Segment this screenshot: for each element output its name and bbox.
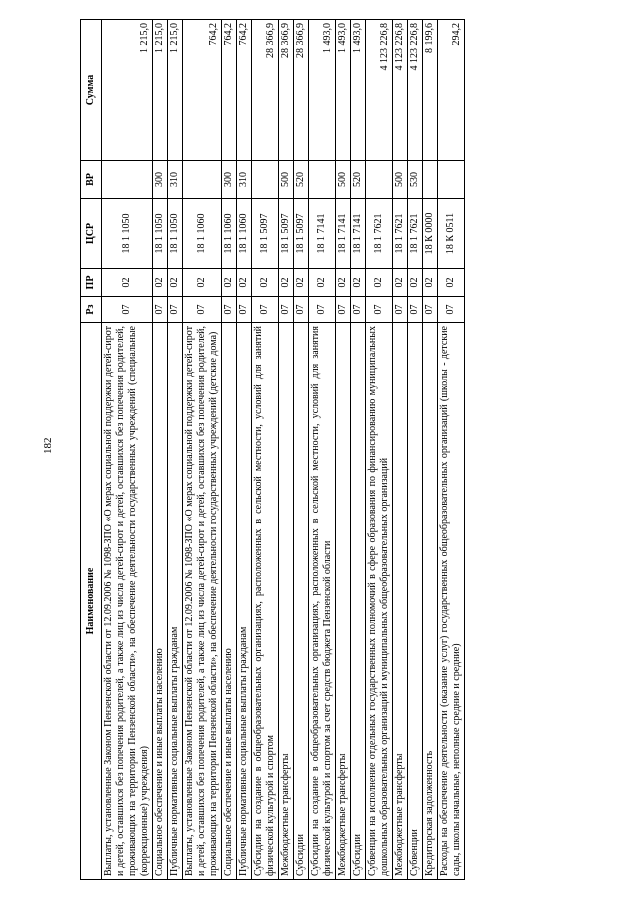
row-pr: 02	[153, 269, 168, 297]
row-csr: 18 1 1050	[168, 199, 183, 269]
row-vr: 500	[393, 161, 408, 199]
row-sum: 4 123 226,8	[408, 20, 423, 161]
row-sum: 1 215,0	[153, 20, 168, 161]
row-vr	[366, 161, 393, 199]
row-sum: 764,2	[237, 20, 252, 161]
row-sum: 1 215,0	[168, 20, 183, 161]
row-sum: 1 493,0	[351, 20, 366, 161]
row-name: Социальное обеспечение и иные выплаты населению	[153, 323, 168, 880]
row-csr: 18 1 7141	[336, 199, 351, 269]
row-sum: 764,2	[183, 20, 222, 161]
table-row	[279, 20, 294, 880]
row-csr: 18 1 7621	[366, 199, 393, 269]
row-rz: 07	[393, 297, 408, 323]
row-rz: 07	[336, 297, 351, 323]
row-csr: 18 К 0511	[438, 199, 465, 269]
row-pr: 02	[102, 269, 153, 297]
row-rz: 07	[351, 297, 366, 323]
row-rz: 07	[183, 297, 222, 323]
row-rz: 07	[279, 297, 294, 323]
row-name: Субвенции	[408, 323, 423, 880]
table-row	[438, 20, 465, 880]
table-row	[183, 20, 222, 880]
table-row	[393, 20, 408, 880]
row-rz: 07	[102, 297, 153, 323]
row-vr: 520	[294, 161, 309, 199]
row-sum: 1 493,0	[336, 20, 351, 161]
row-name: Кредиторская задолженность	[423, 323, 438, 880]
row-pr: 02	[279, 269, 294, 297]
table-row	[153, 20, 168, 880]
row-name: Межбюджетные трансферты	[279, 323, 294, 880]
row-vr	[309, 161, 336, 199]
row-csr: 18 1 5097	[279, 199, 294, 269]
row-csr: 18 1 7621	[393, 199, 408, 269]
row-rz: 07	[222, 297, 237, 323]
row-vr: 300	[153, 161, 168, 199]
header-pr: ПР	[81, 269, 102, 297]
row-vr: 500	[336, 161, 351, 199]
row-rz: 07	[168, 297, 183, 323]
row-csr: 18 1 7141	[351, 199, 366, 269]
row-csr: 18 1 1060	[222, 199, 237, 269]
table-row	[222, 20, 237, 880]
table-row	[336, 20, 351, 880]
header-csr: ЦСР	[81, 199, 102, 269]
table-row	[237, 20, 252, 880]
row-csr: 18 К 0000	[423, 199, 438, 269]
row-vr: 520	[351, 161, 366, 199]
rotated-page	[80, 20, 620, 880]
table-row	[351, 20, 366, 880]
row-rz: 07	[237, 297, 252, 323]
row-rz: 07	[438, 297, 465, 323]
row-vr: 530	[408, 161, 423, 199]
row-pr: 02	[366, 269, 393, 297]
header-vr: ВР	[81, 161, 102, 199]
row-sum: 8 199,6	[423, 20, 438, 161]
row-vr	[102, 161, 153, 199]
table-row	[168, 20, 183, 880]
row-pr: 02	[408, 269, 423, 297]
row-name: Субсидии на создание в общеобразовательных организациях, расположенных в сельской местности, условий для занятий физической культурой и спортом	[252, 323, 279, 880]
row-pr: 02	[423, 269, 438, 297]
row-vr: 310	[237, 161, 252, 199]
row-vr: 310	[168, 161, 183, 199]
row-sum: 764,2	[222, 20, 237, 161]
row-pr: 02	[183, 269, 222, 297]
row-csr: 18 1 1050	[102, 199, 153, 269]
row-pr: 02	[294, 269, 309, 297]
table-row	[309, 20, 336, 880]
row-name: Выплаты, установленные Законом Пензенской области от 12.09.2006 № 1098-ЗПО «О мерах социальной поддержки детей-сирот и детей, оставшихся без попечения родителей, а также лиц из числа детей-сирот и детей, оставшихся без попечения родителей, проживающих на территории Пензенской области», на обеспечение деятельности государственных учреждений (детские дома)	[183, 323, 222, 880]
row-sum: 28 366,9	[294, 20, 309, 161]
row-sum: 1 493,0	[309, 20, 336, 161]
row-sum: 4 123 226,8	[366, 20, 393, 161]
row-pr: 02	[351, 269, 366, 297]
row-pr: 02	[222, 269, 237, 297]
budget-table	[80, 19, 465, 880]
row-sum: 28 366,9	[279, 20, 294, 161]
row-pr: 02	[309, 269, 336, 297]
row-csr: 18 1 5097	[294, 199, 309, 269]
row-sum: 4 123 226,8	[393, 20, 408, 161]
row-rz: 07	[153, 297, 168, 323]
row-pr: 02	[252, 269, 279, 297]
row-name: Субсидии	[294, 323, 309, 880]
row-name: Выплаты, установленные Законом Пензенской области от 12.09.2006 № 1098-ЗПО «О мерах социальной поддержки детей-сирот и детей, оставшихся без попечения родителей, а также лиц из числа детей-сирот и детей, оставшихся без попечения родителей, проживающих на территории Пензенской области», на обеспечение деятельности государственных учреждений (специальные (коррекционные) учреждения)	[102, 323, 153, 880]
row-name: Социальное обеспечение и иные выплаты населению	[222, 323, 237, 880]
row-csr: 18 1 7621	[408, 199, 423, 269]
row-vr	[252, 161, 279, 199]
row-sum: 28 366,9	[252, 20, 279, 161]
row-vr: 300	[222, 161, 237, 199]
row-vr	[183, 161, 222, 199]
header-name: Наименование	[81, 323, 102, 880]
row-name: Публичные нормативные социальные выплаты гражданам	[168, 323, 183, 880]
row-rz: 07	[309, 297, 336, 323]
row-sum: 1 215,0	[102, 20, 153, 161]
table-row	[252, 20, 279, 880]
table-header-row	[81, 20, 102, 880]
row-rz: 07	[408, 297, 423, 323]
row-csr: 18 1 5097	[252, 199, 279, 269]
row-rz: 07	[366, 297, 393, 323]
page-number: 182	[42, 437, 54, 454]
row-name: Публичные нормативные социальные выплаты гражданам	[237, 323, 252, 880]
row-pr: 02	[393, 269, 408, 297]
row-name: Субсидии на создание в общеобразовательных организациях, расположенных в сельской местности, условий для занятия физической культурой и спортом за счет средств бюджета Пензенской области	[309, 323, 336, 880]
row-name: Межбюджетные трансферты	[336, 323, 351, 880]
row-vr	[438, 161, 465, 199]
row-sum: 294,2	[438, 20, 465, 161]
row-name: Межбюджетные трансферты	[393, 323, 408, 880]
row-pr: 02	[237, 269, 252, 297]
row-vr	[423, 161, 438, 199]
table-row	[102, 20, 153, 880]
row-rz: 07	[294, 297, 309, 323]
row-name: Расходы на обеспечение деятельности (оказание услуг) государственных общеобразовательных организаций (школы - детские сады, школы начальные, неполные средние и средние)	[438, 323, 465, 880]
row-pr: 02	[336, 269, 351, 297]
table-row	[408, 20, 423, 880]
row-vr: 500	[279, 161, 294, 199]
header-sum: Сумма	[81, 20, 102, 161]
header-rz: Рз	[81, 297, 102, 323]
row-rz: 07	[252, 297, 279, 323]
table-row	[294, 20, 309, 880]
row-pr: 02	[438, 269, 465, 297]
table-row	[366, 20, 393, 880]
row-name: Субсидии	[351, 323, 366, 880]
row-csr: 18 1 1060	[183, 199, 222, 269]
row-csr: 18 1 1060	[237, 199, 252, 269]
row-name: Субвенции на исполнение отдельных государственных полномочий в сфере образования по финансированию муниципальных дошкольных образовательных организаций и муниципальных общеобразовательных организаций	[366, 323, 393, 880]
row-csr: 18 1 7141	[309, 199, 336, 269]
row-csr: 18 1 1050	[153, 199, 168, 269]
row-pr: 02	[168, 269, 183, 297]
table-row	[423, 20, 438, 880]
row-rz: 07	[423, 297, 438, 323]
